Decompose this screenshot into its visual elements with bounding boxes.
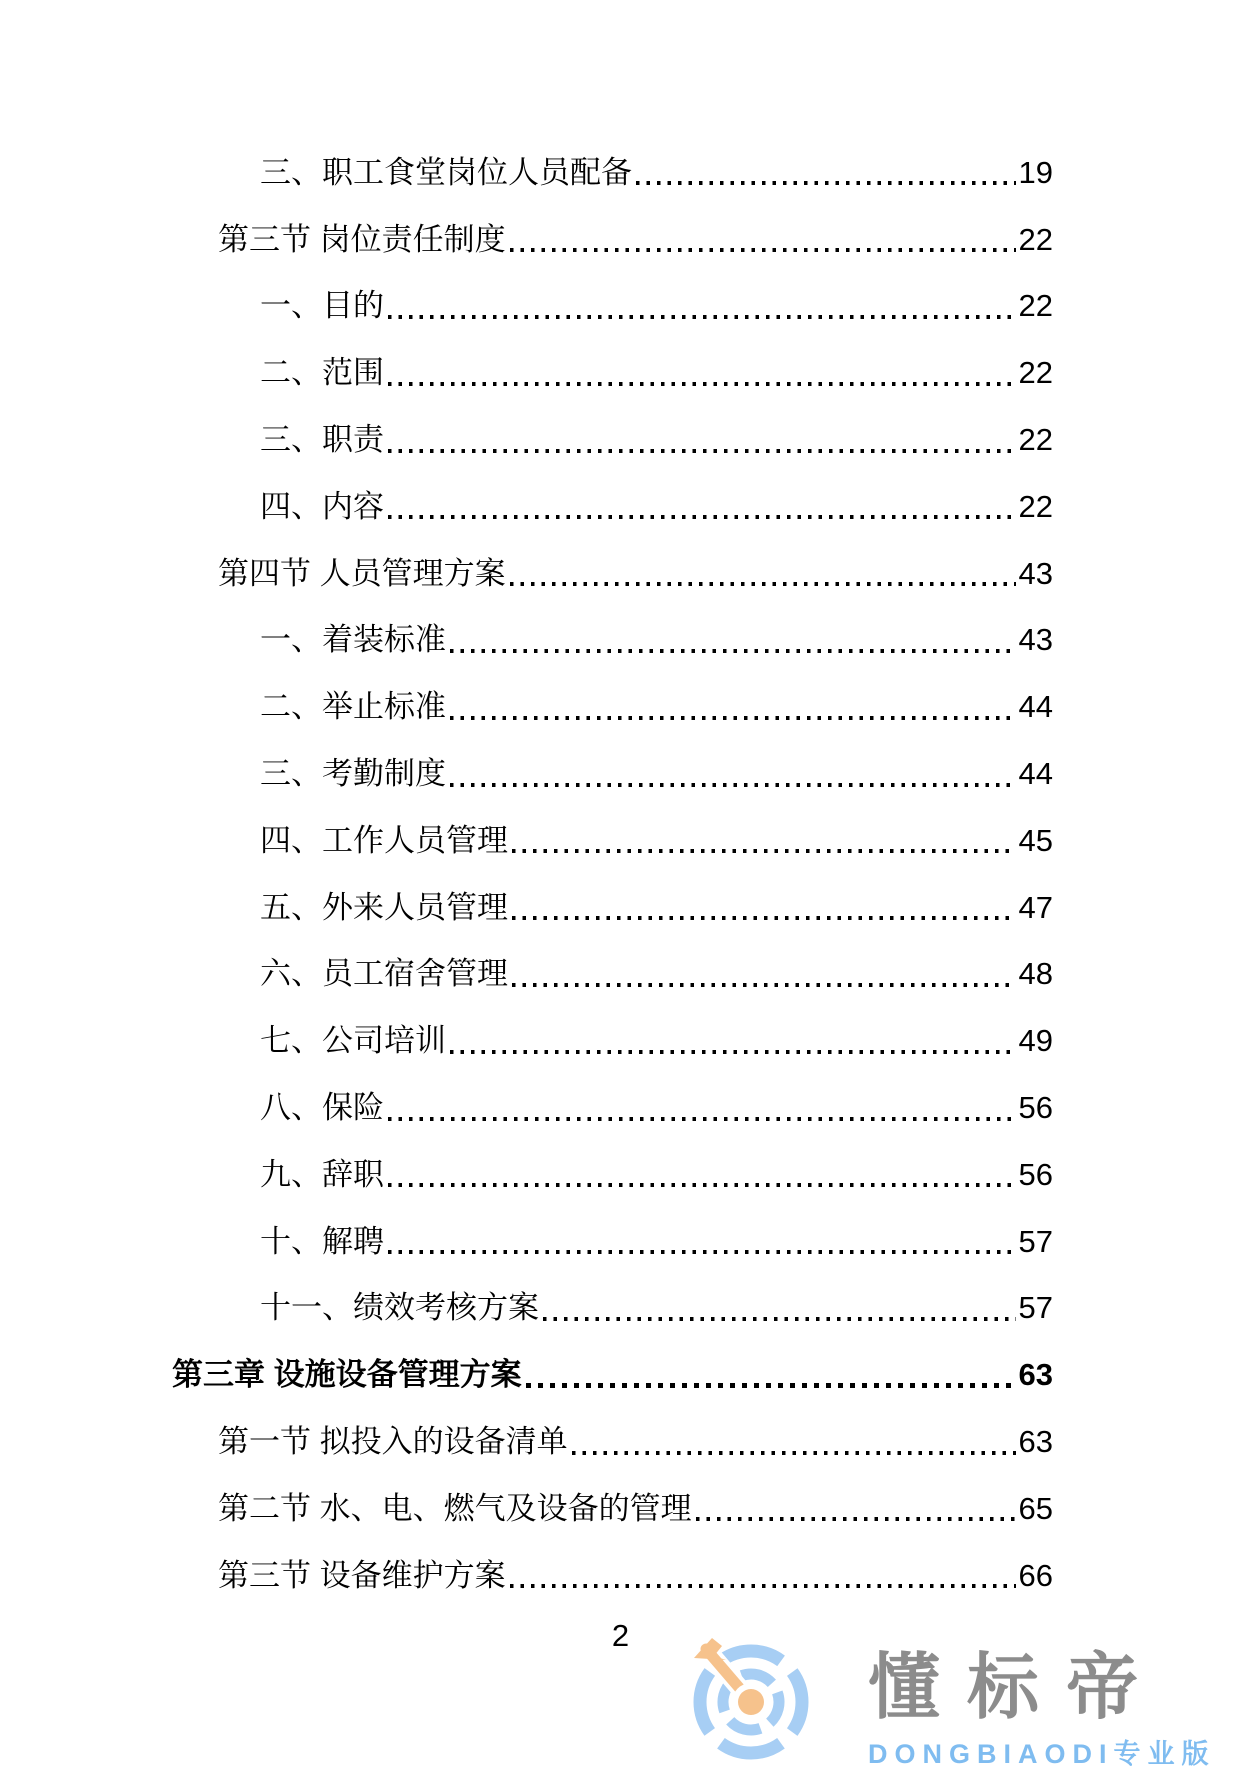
toc-entry-label: 九、辞职 <box>260 1156 384 1192</box>
toc-entry-page: 19 <box>1018 154 1053 190</box>
toc-entry[interactable] <box>172 1275 1053 1342</box>
toc-entry-page: 22 <box>1018 488 1053 524</box>
toc-entry-page: 63 <box>1018 1424 1053 1460</box>
dotted-leader <box>510 582 1016 586</box>
dotted-leader <box>526 1383 1016 1388</box>
target-arrow-icon <box>692 1636 810 1768</box>
toc-entry-label: 第三节 岗位责任制度 <box>218 221 506 257</box>
toc-entry-page: 48 <box>1018 956 1053 992</box>
toc-entry-page: 43 <box>1018 555 1053 591</box>
toc-entry[interactable] <box>172 273 1053 340</box>
toc-entry-page: 45 <box>1018 822 1053 858</box>
dotted-leader <box>696 1517 1016 1521</box>
toc-entry-label: 十、解聘 <box>260 1223 384 1259</box>
toc-entry-page: 43 <box>1018 622 1053 658</box>
toc-entry-label: 第一节 拟投入的设备清单 <box>218 1424 568 1460</box>
toc-entry[interactable] <box>172 540 1053 607</box>
toc-entry-label: 六、员工宿舍管理 <box>260 956 508 992</box>
toc-entry[interactable] <box>172 941 1053 1008</box>
toc-entry[interactable] <box>172 1341 1053 1408</box>
toc-entry[interactable] <box>172 139 1053 206</box>
toc-entry[interactable] <box>172 1007 1053 1074</box>
toc-entry[interactable] <box>172 874 1053 941</box>
toc-entry-label: 二、范围 <box>260 355 384 391</box>
dotted-leader <box>388 1250 1016 1254</box>
toc-entry[interactable] <box>172 406 1053 473</box>
watermark-brand: 懂标帝 <box>868 1648 1166 1728</box>
dotted-leader <box>388 515 1016 519</box>
dotted-leader <box>510 1584 1016 1588</box>
toc-entry-page: 57 <box>1018 1223 1053 1259</box>
dotted-leader <box>388 315 1016 319</box>
watermark <box>692 1628 1216 1771</box>
toc-entry[interactable] <box>172 1141 1053 1208</box>
toc-entry-label: 四、工作人员管理 <box>260 822 508 858</box>
toc-entry-label: 三、职工食堂岗位人员配备 <box>260 154 632 190</box>
dotted-leader <box>572 1451 1016 1455</box>
toc-entry[interactable] <box>172 607 1053 674</box>
dotted-leader <box>512 916 1016 920</box>
dotted-leader <box>450 649 1016 653</box>
dotted-leader <box>512 983 1016 987</box>
toc-entry-label: 第三节 设备维护方案 <box>218 1557 506 1593</box>
dotted-leader <box>388 1117 1016 1121</box>
toc-entry-page: 22 <box>1018 288 1053 324</box>
toc-entry-label: 一、着装标准 <box>260 622 446 658</box>
toc-entry[interactable] <box>172 673 1053 740</box>
toc <box>172 139 1053 1609</box>
dotted-leader <box>510 248 1016 252</box>
toc-entry-label: 四、内容 <box>260 488 384 524</box>
toc-entry-label: 一、目的 <box>260 288 384 324</box>
toc-entry-page: 66 <box>1018 1557 1053 1593</box>
dotted-leader <box>636 181 1016 185</box>
toc-entry[interactable] <box>172 339 1053 406</box>
toc-entry-page: 44 <box>1018 756 1053 792</box>
toc-entry-label: 五、外来人员管理 <box>260 889 508 925</box>
watermark-text <box>868 1648 1216 1771</box>
dotted-leader <box>450 716 1016 720</box>
toc-entry-page: 44 <box>1018 689 1053 725</box>
toc-entry-label: 第三章 设施设备管理方案 <box>172 1357 522 1393</box>
toc-entry-page: 63 <box>1018 1357 1053 1393</box>
toc-entry[interactable] <box>172 1408 1053 1475</box>
dotted-leader <box>388 449 1016 453</box>
toc-entry-page: 56 <box>1018 1156 1053 1192</box>
toc-entry-label: 二、举止标准 <box>260 689 446 725</box>
toc-entry-page: 57 <box>1018 1290 1053 1326</box>
toc-entry-label: 八、保险 <box>260 1090 384 1126</box>
dotted-leader <box>512 849 1016 853</box>
dotted-leader <box>450 1050 1016 1054</box>
page-number: 2 <box>611 1618 630 1653</box>
toc-entry-label: 七、公司培训 <box>260 1023 446 1059</box>
toc-entry[interactable] <box>172 1542 1053 1609</box>
watermark-subtext: DONGBIAODI专业版 <box>868 1739 1216 1769</box>
toc-entry[interactable] <box>172 206 1053 273</box>
toc-entry-label: 三、考勤制度 <box>260 756 446 792</box>
toc-entry-label: 十一、绩效考核方案 <box>260 1290 539 1326</box>
toc-entry-page: 56 <box>1018 1090 1053 1126</box>
toc-entry-label: 第二节 水、电、燃气及设备的管理 <box>218 1490 692 1526</box>
toc-entry-page: 65 <box>1018 1490 1053 1526</box>
toc-entry-page: 22 <box>1018 422 1053 458</box>
toc-entry[interactable] <box>172 807 1053 874</box>
toc-entry[interactable] <box>172 1074 1053 1141</box>
toc-entry-page: 22 <box>1018 221 1053 257</box>
dotted-leader <box>543 1317 1016 1321</box>
dotted-leader <box>388 382 1016 386</box>
toc-entry[interactable] <box>172 740 1053 807</box>
dotted-leader <box>388 1183 1016 1187</box>
dotted-leader <box>450 783 1016 787</box>
toc-entry-label: 第四节 人员管理方案 <box>218 555 506 591</box>
toc-entry-page: 49 <box>1018 1023 1053 1059</box>
toc-entry-page: 22 <box>1018 355 1053 391</box>
toc-entry-page: 47 <box>1018 889 1053 925</box>
toc-entry[interactable] <box>172 1475 1053 1542</box>
toc-entry[interactable] <box>172 1208 1053 1275</box>
toc-entry-label: 三、职责 <box>260 422 384 458</box>
toc-entry[interactable] <box>172 473 1053 540</box>
